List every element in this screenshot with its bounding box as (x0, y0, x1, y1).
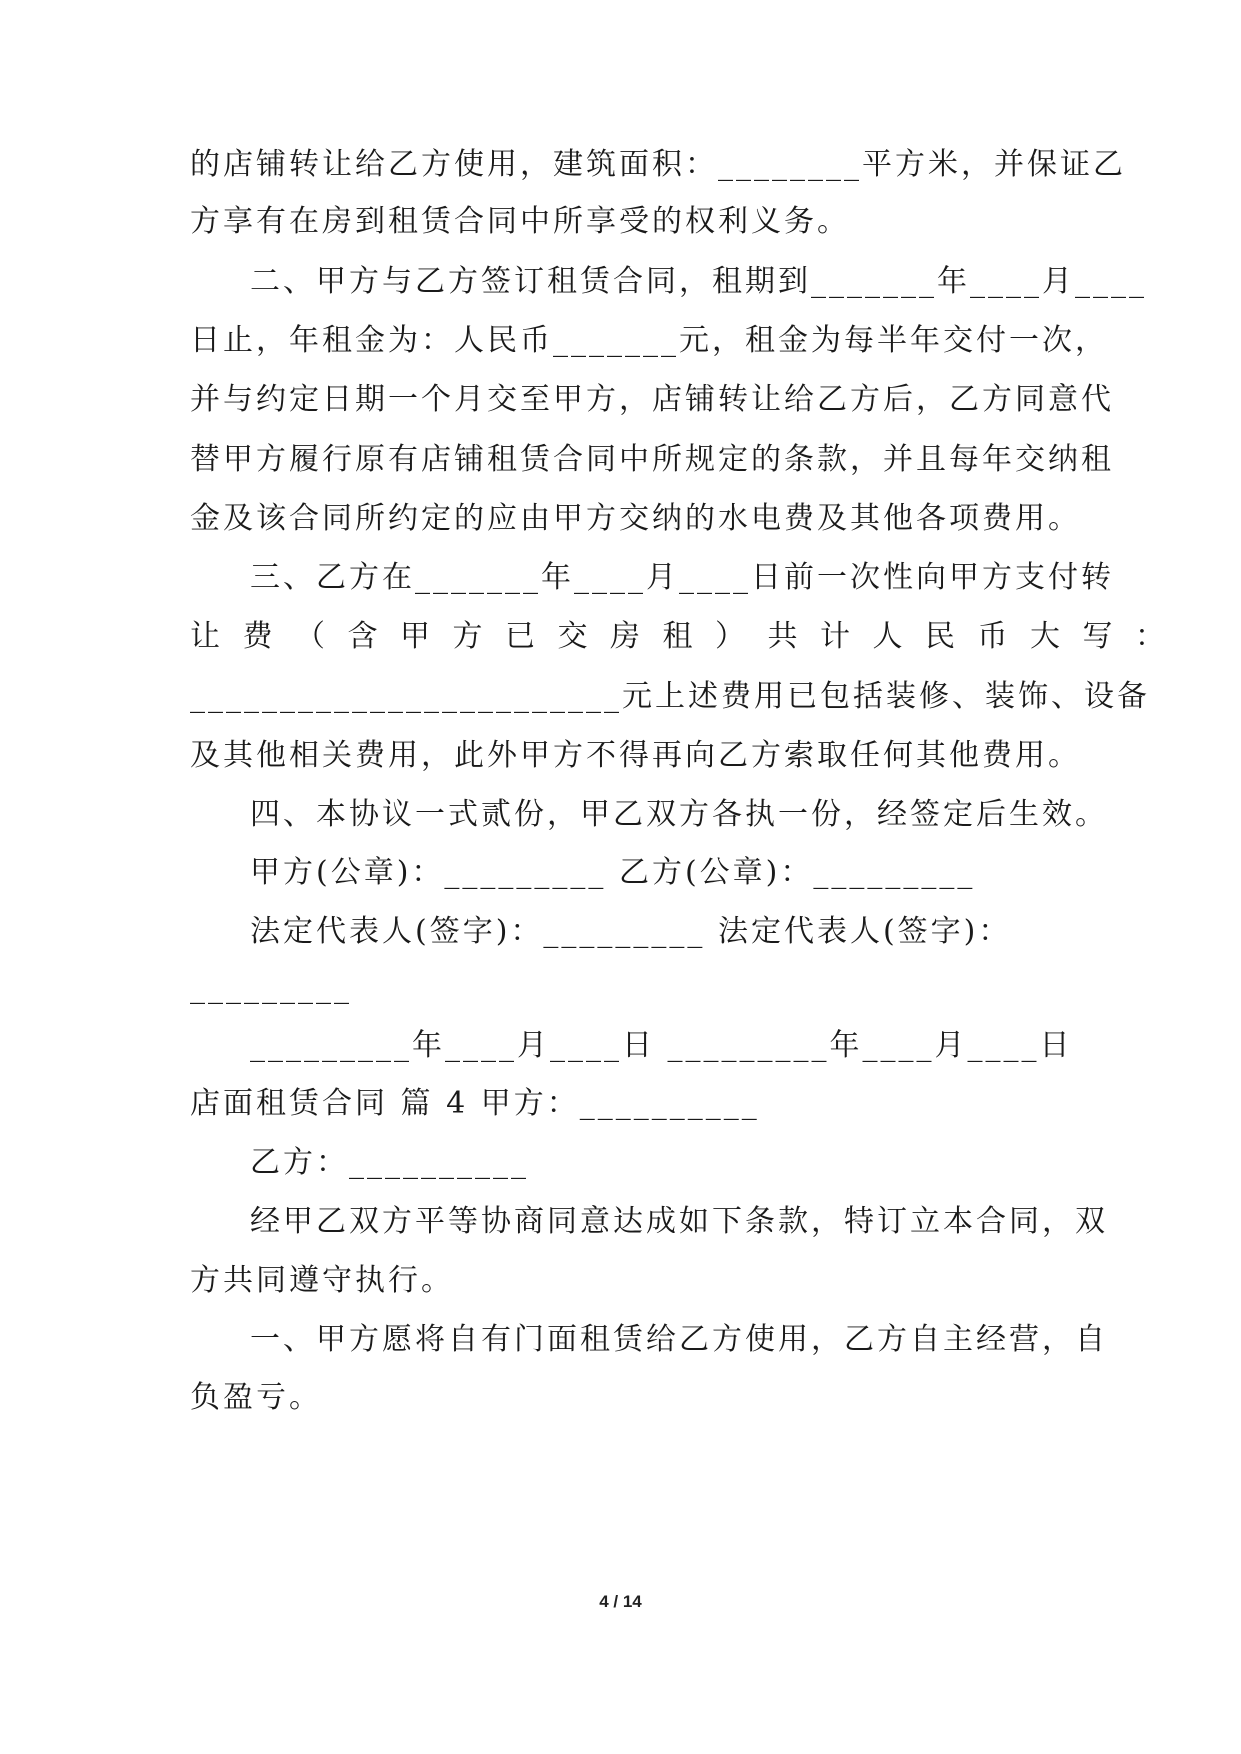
section-title: 店面租赁合同 篇 4 甲方：__________ (190, 1086, 760, 1121)
party-b-line: 乙方：__________ (250, 1145, 529, 1180)
text-line: 并与约定日期一个月交至甲方，店铺转让给乙方后，乙方同意代 (190, 382, 1114, 417)
text-line: 让费（含甲方已交房租）共计人民币大写： (190, 619, 1188, 654)
page-number: 4 / 14 (599, 1592, 642, 1611)
signature-line: 法定代表人(签字)：_________ 法定代表人(签字)： (250, 914, 1012, 949)
text-line: 经甲乙双方平等协商同意达成如下条款，特订立本合同，双 (250, 1204, 1108, 1239)
text-line: 负盈亏。 (190, 1380, 322, 1415)
clause-2-line: 二、甲方与乙方签订租赁合同，租期到_______年____月____ (250, 264, 1147, 299)
clause-3-line: 三、乙方在_______年____月____日前一次性向甲方支付转 (250, 560, 1114, 595)
clause-1-line: 一、甲方愿将自有门面租赁给乙方使用，乙方自主经营，自 (250, 1322, 1108, 1357)
seal-line: 甲方(公章)：_________ 乙方(公章)：_________ (250, 855, 976, 890)
text-line: ________________________元上述费用已包括装修、装饰、设备 (190, 679, 1150, 714)
clause-4-line: 四、本协议一式贰份，甲乙双方各执一份，经签定后生效。 (250, 797, 1108, 832)
signature-blank: _________ (190, 970, 352, 1005)
text-line: 金及该合同所约定的应由甲方交纳的水电费及其他各项费用。 (190, 501, 1081, 536)
text-line: 及其他相关费用，此外甲方不得再向乙方索取任何其他费用。 (190, 738, 1081, 773)
text-line: 替甲方履行原有店铺租赁合同中所规定的条款，并且每年交纳租 (190, 442, 1114, 477)
text-line: 的店铺转让给乙方使用，建筑面积：________平方米，并保证乙 (190, 147, 1126, 182)
date-line: _________年____月____日 _________年____月____日 (250, 1028, 1073, 1063)
text-line: 方共同遵守执行。 (190, 1263, 454, 1298)
text-line: 方享有在房到租赁合同中所享受的权利义务。 (190, 204, 850, 239)
text-line: 日止，年租金为：人民币_______元，租金为每半年交付一次， (190, 323, 1108, 358)
